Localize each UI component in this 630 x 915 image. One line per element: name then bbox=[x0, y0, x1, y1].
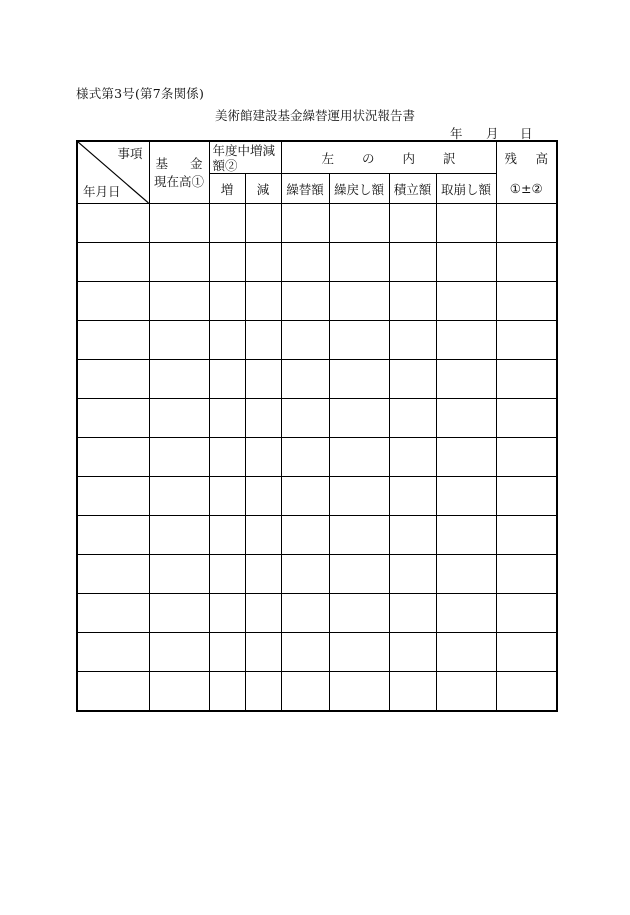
table-row bbox=[77, 399, 557, 438]
table-cell[interactable] bbox=[245, 243, 281, 282]
table-cell[interactable] bbox=[149, 243, 209, 282]
table-cell[interactable] bbox=[209, 516, 245, 555]
table-cell[interactable] bbox=[281, 204, 329, 243]
annual-change-header: 年度中増減額② bbox=[209, 141, 281, 174]
table-cell[interactable] bbox=[389, 438, 436, 477]
balance-char-1: 残 bbox=[504, 150, 518, 166]
table-cell[interactable] bbox=[496, 672, 557, 712]
table-cell[interactable] bbox=[209, 399, 245, 438]
table-cell[interactable] bbox=[389, 477, 436, 516]
table-cell[interactable] bbox=[436, 399, 496, 438]
fund-current-label: 現在高① bbox=[153, 173, 204, 189]
table-row bbox=[77, 672, 557, 712]
breakdown-char: の bbox=[361, 150, 375, 166]
table-cell[interactable] bbox=[496, 555, 557, 594]
fund-balance-header bbox=[149, 141, 209, 204]
date-day-label: 日 bbox=[520, 126, 533, 141]
table-cell[interactable] bbox=[149, 204, 209, 243]
fund-char-1: 基 bbox=[155, 155, 169, 171]
table-cell[interactable] bbox=[209, 438, 245, 477]
table-cell[interactable] bbox=[436, 282, 496, 321]
table-cell[interactable] bbox=[77, 204, 149, 243]
table-cell[interactable] bbox=[329, 594, 389, 633]
table-cell[interactable] bbox=[245, 555, 281, 594]
date-header-label: 年月日 bbox=[83, 184, 121, 199]
table-cell[interactable] bbox=[209, 672, 245, 712]
table-cell[interactable] bbox=[281, 516, 329, 555]
table-row bbox=[77, 438, 557, 477]
table-cell[interactable] bbox=[281, 438, 329, 477]
table-cell[interactable] bbox=[329, 555, 389, 594]
table-cell[interactable] bbox=[281, 243, 329, 282]
document-title: 美術館建設基金繰替運用状況報告書 bbox=[214, 108, 415, 123]
table-cell[interactable] bbox=[149, 321, 209, 360]
return-amount-header: 繰戻し額 bbox=[329, 174, 389, 204]
table-cell[interactable] bbox=[389, 594, 436, 633]
table-row bbox=[77, 243, 557, 282]
table-cell[interactable] bbox=[245, 438, 281, 477]
table-cell[interactable] bbox=[329, 672, 389, 712]
table-cell[interactable] bbox=[436, 672, 496, 712]
table-cell[interactable] bbox=[77, 594, 149, 633]
withdrawal-amount-header: 取崩し額 bbox=[436, 174, 496, 204]
table-cell[interactable] bbox=[436, 594, 496, 633]
table-cell[interactable] bbox=[77, 243, 149, 282]
breakdown-char: 内 bbox=[402, 150, 416, 166]
date-year-label: 年 bbox=[450, 126, 463, 141]
table-cell[interactable] bbox=[281, 282, 329, 321]
table-cell[interactable] bbox=[77, 555, 149, 594]
table-cell[interactable] bbox=[245, 672, 281, 712]
table-cell[interactable] bbox=[389, 555, 436, 594]
table-cell[interactable] bbox=[281, 633, 329, 672]
table-cell[interactable] bbox=[245, 282, 281, 321]
table-cell[interactable] bbox=[389, 672, 436, 712]
decrease-header: 減 bbox=[245, 174, 281, 204]
fund-char-2: 金 bbox=[189, 155, 203, 171]
table-cell[interactable] bbox=[281, 321, 329, 360]
table-row bbox=[77, 321, 557, 360]
table-cell[interactable] bbox=[281, 360, 329, 399]
table-cell[interactable] bbox=[245, 516, 281, 555]
table-cell[interactable] bbox=[436, 555, 496, 594]
table-row bbox=[77, 594, 557, 633]
report-table bbox=[76, 140, 558, 712]
table-cell[interactable] bbox=[496, 243, 557, 282]
table-row bbox=[77, 633, 557, 672]
table-row bbox=[77, 516, 557, 555]
table-cell[interactable] bbox=[77, 516, 149, 555]
table-cell[interactable] bbox=[149, 633, 209, 672]
corner-header-cell bbox=[77, 141, 149, 204]
table-cell[interactable] bbox=[496, 594, 557, 633]
table-cell[interactable] bbox=[149, 555, 209, 594]
transfer-amount-header: 繰替額 bbox=[281, 174, 329, 204]
table-cell[interactable] bbox=[245, 204, 281, 243]
table-cell[interactable] bbox=[77, 360, 149, 399]
table-cell[interactable] bbox=[245, 477, 281, 516]
table-cell[interactable] bbox=[329, 360, 389, 399]
table-cell[interactable] bbox=[209, 594, 245, 633]
table-row bbox=[77, 204, 557, 243]
table-cell[interactable] bbox=[245, 360, 281, 399]
table-cell[interactable] bbox=[436, 204, 496, 243]
table-cell[interactable] bbox=[209, 321, 245, 360]
table-cell[interactable] bbox=[496, 282, 557, 321]
table-cell[interactable] bbox=[245, 321, 281, 360]
table-cell[interactable] bbox=[149, 360, 209, 399]
table-cell[interactable] bbox=[149, 477, 209, 516]
balance-char-2: 高 bbox=[535, 150, 548, 166]
table-cell[interactable] bbox=[496, 204, 557, 243]
table-cell[interactable] bbox=[436, 477, 496, 516]
form-number-label: 様式第3号(第7条関係) bbox=[76, 86, 205, 101]
table-cell[interactable] bbox=[209, 282, 245, 321]
table-cell[interactable] bbox=[436, 321, 496, 360]
table-cell[interactable] bbox=[77, 321, 149, 360]
table-cell[interactable] bbox=[389, 633, 436, 672]
table-cell[interactable] bbox=[209, 633, 245, 672]
table-cell[interactable] bbox=[329, 282, 389, 321]
table-cell[interactable] bbox=[77, 477, 149, 516]
table-cell[interactable] bbox=[329, 477, 389, 516]
table-cell[interactable] bbox=[436, 243, 496, 282]
table-cell[interactable] bbox=[77, 672, 149, 712]
table-cell[interactable] bbox=[209, 243, 245, 282]
table-cell[interactable] bbox=[77, 282, 149, 321]
table-cell[interactable] bbox=[329, 204, 389, 243]
table-row bbox=[77, 555, 557, 594]
table-cell[interactable] bbox=[149, 672, 209, 712]
table-cell[interactable] bbox=[389, 243, 436, 282]
breakdown-header bbox=[281, 141, 496, 174]
table-row bbox=[77, 477, 557, 516]
table-cell[interactable] bbox=[496, 477, 557, 516]
table-cell[interactable] bbox=[209, 360, 245, 399]
balance-formula-label: ①±② bbox=[496, 174, 557, 204]
table-cell[interactable] bbox=[436, 633, 496, 672]
table-cell[interactable] bbox=[149, 438, 209, 477]
table-cell[interactable] bbox=[149, 282, 209, 321]
table-cell[interactable] bbox=[389, 321, 436, 360]
table-cell[interactable] bbox=[389, 399, 436, 438]
increase-header: 増 bbox=[209, 174, 245, 204]
table-cell[interactable] bbox=[496, 438, 557, 477]
table-cell[interactable] bbox=[389, 516, 436, 555]
balance-header bbox=[496, 141, 557, 174]
table-cell[interactable] bbox=[209, 477, 245, 516]
reserve-amount-header: 積立額 bbox=[389, 174, 436, 204]
table-cell[interactable] bbox=[329, 243, 389, 282]
table-row bbox=[77, 282, 557, 321]
table-cell[interactable] bbox=[77, 399, 149, 438]
table-cell[interactable] bbox=[281, 399, 329, 438]
table-cell[interactable] bbox=[329, 321, 389, 360]
table-cell[interactable] bbox=[389, 360, 436, 399]
table-cell[interactable] bbox=[436, 438, 496, 477]
date-month-label: 月 bbox=[486, 126, 499, 141]
table-cell[interactable] bbox=[496, 516, 557, 555]
table-cell[interactable] bbox=[389, 204, 436, 243]
item-header-label: 事項 bbox=[117, 146, 143, 161]
table-cell[interactable] bbox=[329, 516, 389, 555]
breakdown-char: 左 bbox=[321, 150, 334, 166]
table-cell[interactable] bbox=[245, 594, 281, 633]
table-cell[interactable] bbox=[245, 399, 281, 438]
table-cell[interactable] bbox=[329, 438, 389, 477]
table-cell[interactable] bbox=[77, 438, 149, 477]
table-cell[interactable] bbox=[329, 399, 389, 438]
table-cell[interactable] bbox=[281, 594, 329, 633]
table-row bbox=[77, 360, 557, 399]
table-cell[interactable] bbox=[496, 360, 557, 399]
table-cell[interactable] bbox=[77, 633, 149, 672]
table-cell[interactable] bbox=[436, 516, 496, 555]
table-cell[interactable] bbox=[389, 282, 436, 321]
table-cell[interactable] bbox=[149, 399, 209, 438]
table-cell[interactable] bbox=[281, 477, 329, 516]
table-cell[interactable] bbox=[496, 399, 557, 438]
table-cell[interactable] bbox=[436, 360, 496, 399]
table-cell[interactable] bbox=[329, 633, 389, 672]
table-cell[interactable] bbox=[245, 633, 281, 672]
table-cell[interactable] bbox=[496, 321, 557, 360]
breakdown-char: 訳 bbox=[443, 150, 456, 166]
table-cell[interactable] bbox=[281, 672, 329, 712]
table-cell[interactable] bbox=[149, 594, 209, 633]
table-cell[interactable] bbox=[496, 633, 557, 672]
table-cell[interactable] bbox=[209, 555, 245, 594]
table-cell[interactable] bbox=[281, 555, 329, 594]
table-cell[interactable] bbox=[209, 204, 245, 243]
table-cell[interactable] bbox=[149, 516, 209, 555]
